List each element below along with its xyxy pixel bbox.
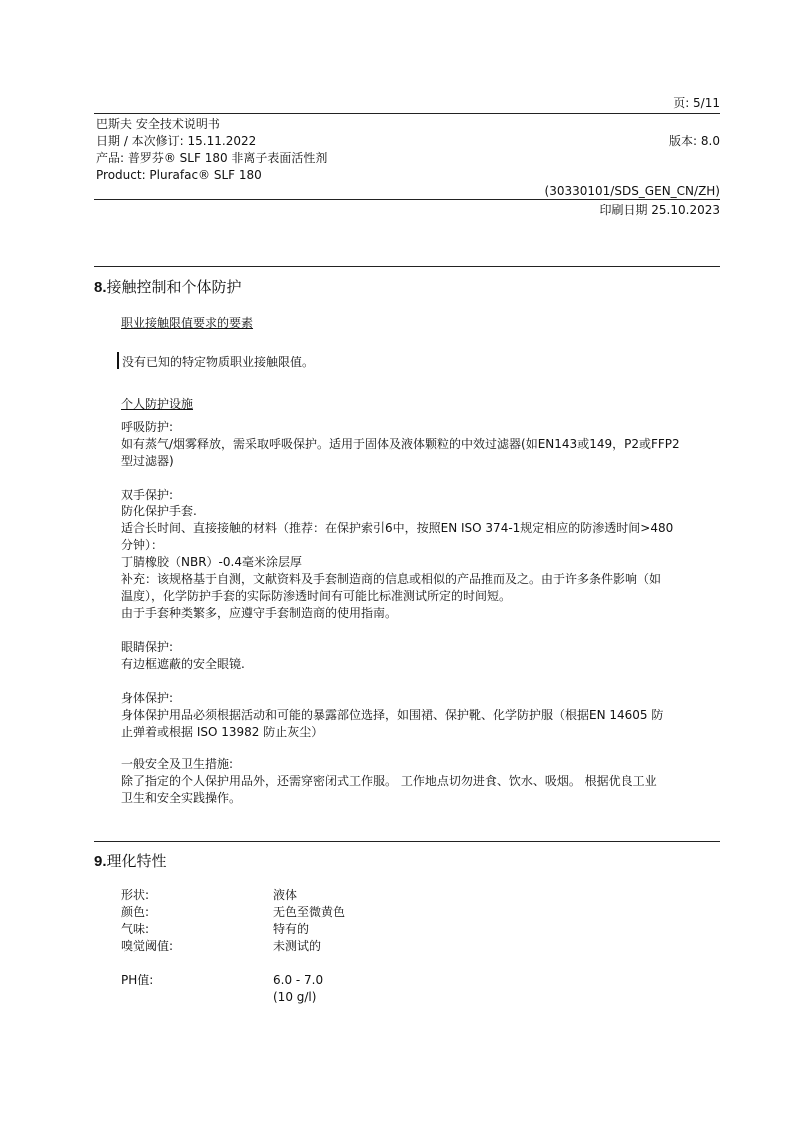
respiratory-label: 呼吸防护: bbox=[121, 420, 174, 434]
ph-label: PH值: bbox=[121, 973, 154, 987]
respiratory-line: 如有蒸气/烟雾释放，需采取呼吸保护。适用于固体及液体颗粒的中效过滤器(如EN143或149，P2或FFP2 bbox=[121, 437, 680, 451]
hand-label: 双手保护: bbox=[121, 488, 174, 502]
property-label: 嗅觉阈值: bbox=[121, 939, 174, 953]
property-value: 无色至微黄色 bbox=[273, 905, 346, 919]
ph-condition: (10 g/l) bbox=[273, 990, 317, 1004]
ppe-heading: 个人防护设施 bbox=[121, 397, 194, 411]
header-rule-top bbox=[94, 113, 720, 114]
product-en: Product: Plurafac® SLF 180 bbox=[96, 168, 262, 182]
ph-value: 6.0 - 7.0 bbox=[273, 973, 324, 987]
eye-text: 有边框遮蔽的安全眼镜. bbox=[121, 657, 245, 671]
hand-line: 分钟）： bbox=[121, 538, 164, 552]
hygiene-line: 卫生和安全实践操作。 bbox=[121, 791, 242, 805]
section9-title: 理化特性 bbox=[106, 852, 167, 870]
section8-heading bbox=[94, 276, 242, 297]
hand-line: 温度），化学防护手套的实际防渗透时间有可能比标准测试所定的时间短。 bbox=[121, 589, 512, 603]
section9-heading bbox=[94, 850, 167, 871]
property-label: 形状: bbox=[121, 888, 150, 902]
change-bar bbox=[117, 352, 119, 369]
page-number: 页: 5/11 bbox=[673, 96, 720, 110]
eye-label: 眼睛保护: bbox=[121, 640, 174, 654]
body-label: 身体保护: bbox=[121, 691, 174, 705]
section8-title: 接触控制和个体防护 bbox=[106, 278, 242, 296]
body-line: 止弹着或根据 ISO 13982 防止灰尘） bbox=[121, 725, 324, 739]
body-line: 身体保护用品必须根据活动和可能的暴露部位选择，如围裙、保护靴、化学防护服（根据EN 14605 防 bbox=[121, 708, 664, 722]
hand-line: 由于手套种类繁多，应遵守手套制造商的使用指南。 bbox=[121, 606, 398, 620]
hygiene-line: 除了指定的个人保护用品外，还需穿密闭式工作服。 工作地点切勿进食、饮水、吸烟。 根据优良工业 bbox=[121, 774, 657, 788]
property-value: 未测试的 bbox=[273, 939, 322, 953]
section8-rule bbox=[94, 266, 720, 267]
section9-rule bbox=[94, 841, 720, 842]
property-label: 颜色: bbox=[121, 905, 150, 919]
property-value: 特有的 bbox=[273, 922, 310, 936]
oel-heading: 职业接触限值要求的要素 bbox=[121, 316, 254, 330]
hand-line: 丁腈橡胶（NBR）-0.4毫米涂层厚 bbox=[121, 555, 302, 569]
header-rule-bottom bbox=[94, 199, 720, 200]
hand-line: 补充：该规格基于自测，文献资料及手套制造商的信息或相似的产品推而及之。由于许多条件影响（如 bbox=[121, 572, 662, 586]
property-value: 液体 bbox=[273, 888, 298, 902]
hand-line: 适合长时间、直接接触的材料（推荐：在保护索引6中，按照EN ISO 374-1规定相应的防渗透时间>480 bbox=[121, 521, 674, 535]
hygiene-label: 一般安全及卫生措施: bbox=[121, 757, 234, 771]
doc-code: (30330101/SDS_GEN_CN/ZH) bbox=[544, 184, 720, 198]
date-revision: 日期 / 本次修订: 15.11.2022 bbox=[96, 134, 257, 148]
version: 版本: 8.0 bbox=[669, 134, 720, 148]
doc-title: 巴斯夫 安全技术说明书 bbox=[96, 117, 220, 131]
section9-number: 9. bbox=[94, 853, 107, 870]
section8-number: 8. bbox=[94, 279, 107, 296]
property-label: 气味: bbox=[121, 922, 150, 936]
print-date: 印刷日期 25.10.2023 bbox=[599, 203, 720, 217]
respiratory-line: 型过滤器) bbox=[121, 454, 174, 468]
product-cn: 产品: 普罗芬® SLF 180 非离子表面活性剂 bbox=[96, 151, 328, 165]
hand-line: 防化保护手套. bbox=[121, 504, 197, 518]
oel-text: 没有已知的特定物质职业接触限值。 bbox=[122, 355, 315, 369]
